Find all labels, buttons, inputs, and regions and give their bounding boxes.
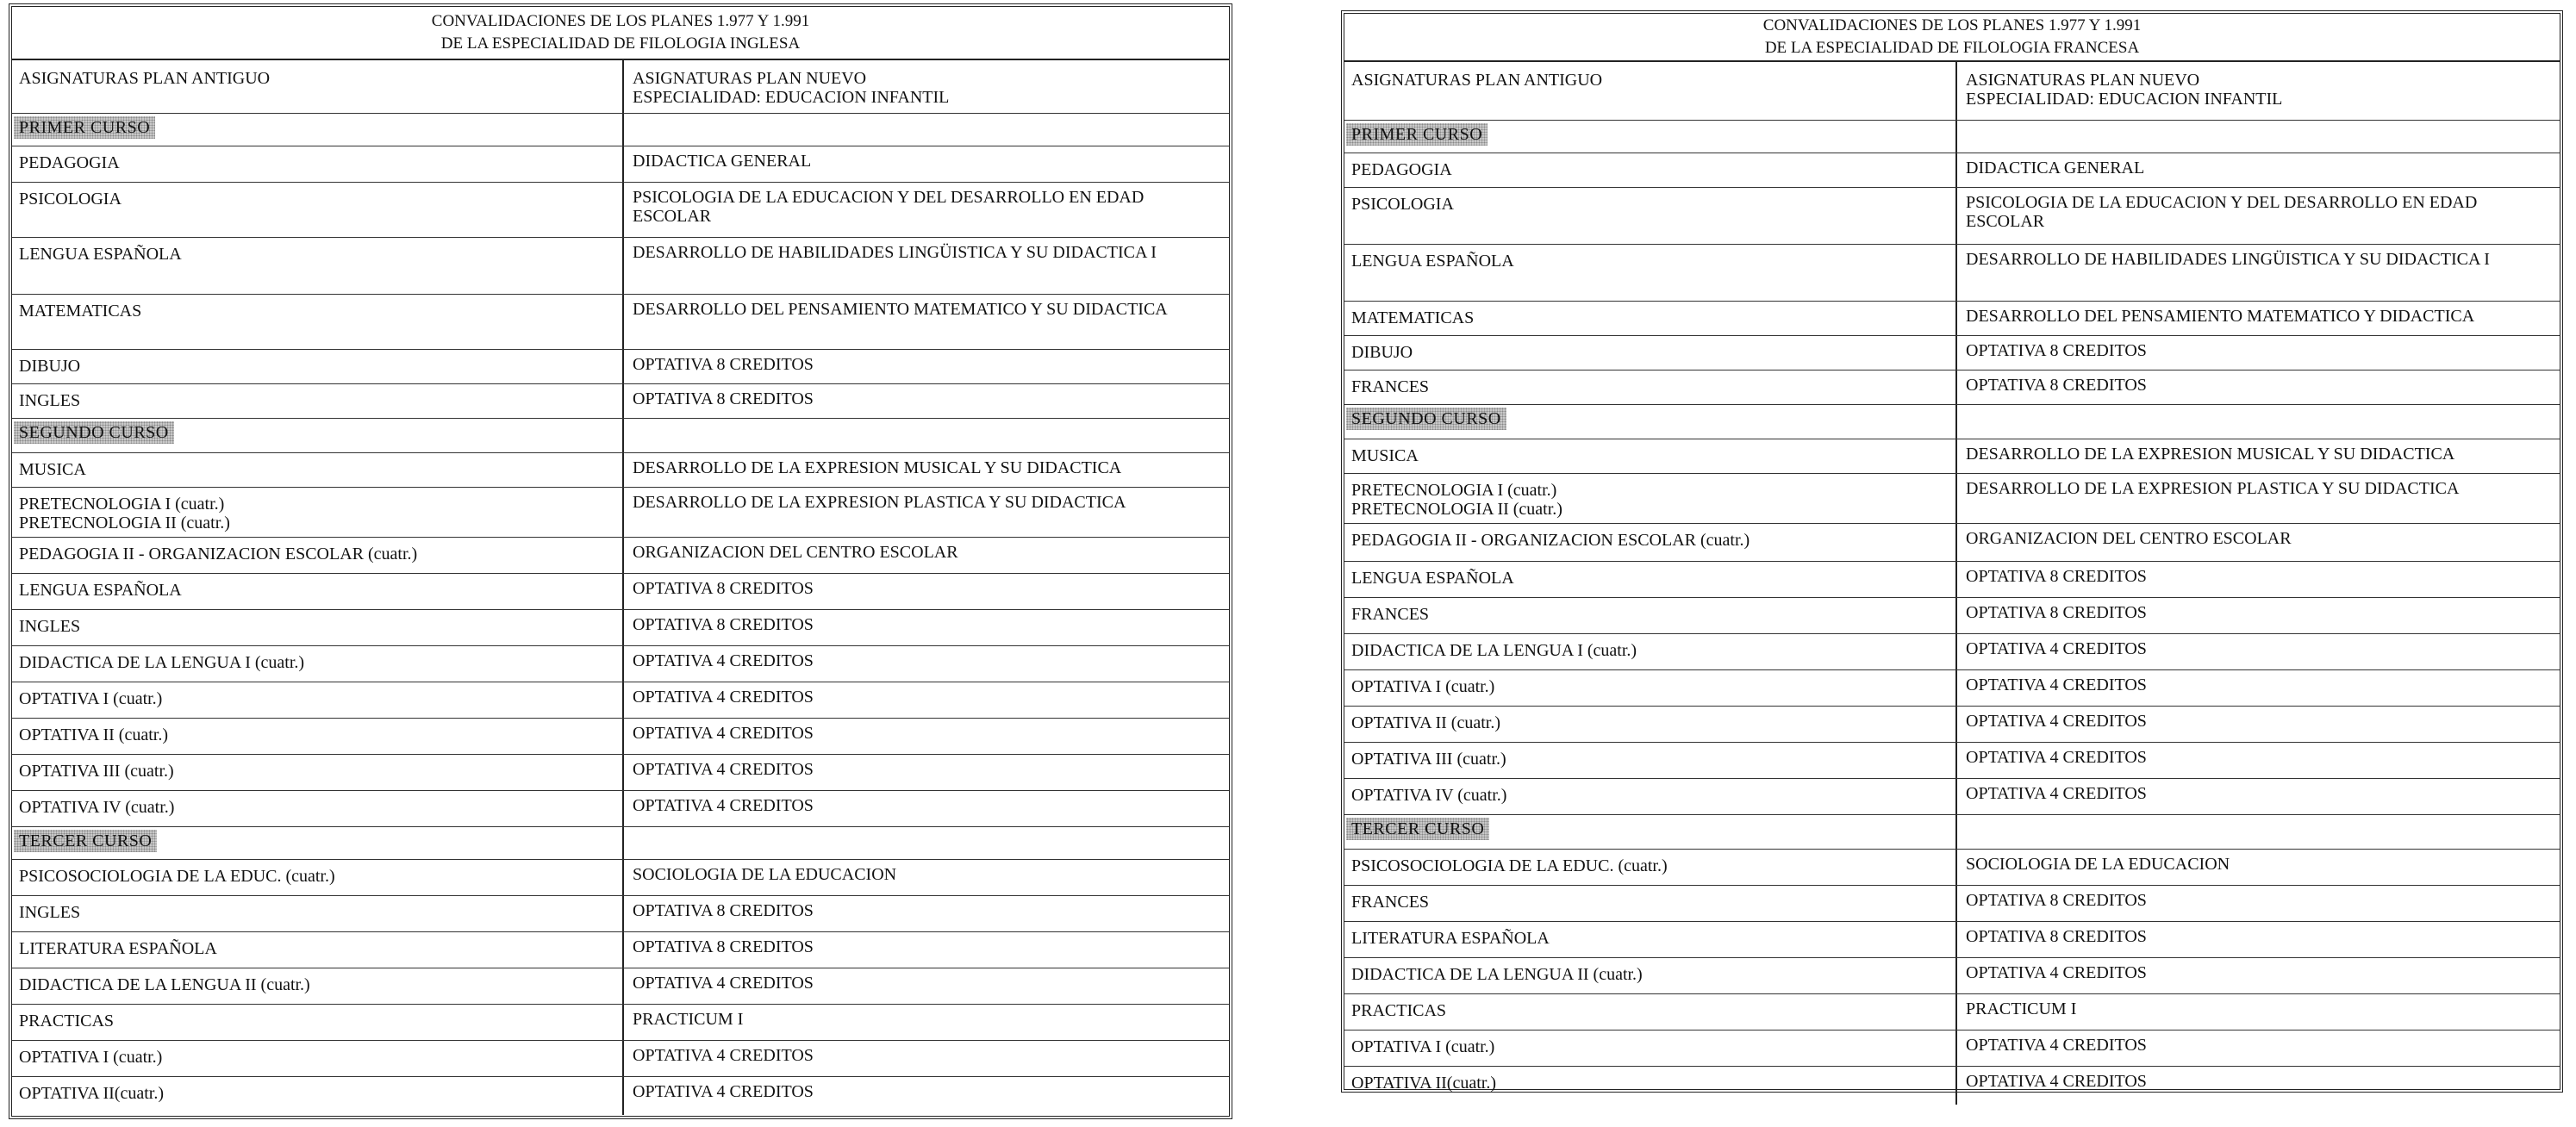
table-row	[12, 146, 1229, 183]
table-row	[1344, 336, 2560, 370]
table-caption	[1344, 14, 2560, 62]
column-header-row	[12, 60, 1229, 114]
old-subject-cell: OPTATIVA IV (cuatr.)	[12, 791, 624, 826]
new-subject-cell: OPTATIVA 4 CREDITOS	[633, 796, 814, 815]
old-subject-cell: INGLES	[12, 610, 624, 645]
table-row	[1344, 562, 2560, 598]
old-subject-cell: DIBUJO	[1344, 336, 1957, 370]
new-subject-cell	[1957, 405, 2560, 439]
new-subject-cell	[1957, 815, 2560, 849]
old-subject-cell	[1344, 815, 1957, 849]
table-row	[1344, 707, 2560, 743]
new-subject-cell: OPTATIVA 8 CREDITOS	[1966, 927, 2147, 946]
new-subject-cell: OPTATIVA 4 CREDITOS	[1966, 784, 2147, 803]
table-row	[1344, 188, 2560, 245]
new-subject-cell: DESARROLLO DE LA EXPRESION PLASTICA Y SU DIDACTICA	[1966, 479, 2460, 498]
old-subject-cell: INGLES	[12, 896, 624, 931]
section-title: SEGUNDO CURSO	[1346, 408, 1506, 430]
old-subject-cell: LENGUA ESPAÑOLA	[12, 238, 624, 294]
table-row	[12, 719, 1229, 755]
new-subject-cell: OPTATIVA 8 CREDITOS	[1966, 567, 2147, 586]
new-subject-cell: OPTATIVA 4 CREDITOS	[633, 1082, 814, 1101]
old-subject-cell: LITERATURA ESPAÑOLA	[12, 932, 624, 968]
old-subject-line-1: PRETECNOLOGIA I (cuatr.)	[1351, 481, 1557, 500]
new-subject-cell	[624, 114, 1229, 146]
section-row	[12, 827, 1229, 860]
section-row	[1344, 121, 2560, 153]
new-subject-cell: OPTATIVA 8 CREDITOS	[1966, 341, 2147, 360]
caption-line-1: CONVALIDACIONES DE LOS PLANES 1.977 Y 1.991	[1762, 16, 2142, 34]
table-row	[12, 682, 1229, 719]
old-subject-cell: OPTATIVA II(cuatr.)	[1344, 1067, 1957, 1105]
old-subject-cell: LENGUA ESPAÑOLA	[1344, 245, 1957, 301]
table-filologia-inglesa	[9, 3, 1232, 1119]
table-row	[1344, 922, 2560, 958]
section-title: TERCER CURSO	[14, 830, 157, 852]
new-subject-cell	[624, 827, 1229, 859]
column-header-old: ASIGNATURAS PLAN ANTIGUO	[1344, 62, 1957, 120]
table-row	[12, 384, 1229, 419]
old-subject-cell: FRANCES	[1344, 598, 1957, 633]
table-body	[12, 114, 1229, 1115]
table-row	[1344, 524, 2560, 562]
old-subject-cell: PRACTICAS	[12, 1005, 624, 1040]
new-subject-cell: ORGANIZACION DEL CENTRO ESCOLAR	[633, 543, 958, 562]
section-row	[12, 114, 1229, 146]
new-subject-cell: ORGANIZACION DEL CENTRO ESCOLAR	[1966, 529, 2292, 548]
column-header-new-line-2: ESPECIALIDAD: EDUCACION INFANTIL	[1966, 90, 2283, 109]
new-subject-cell: OPTATIVA 4 CREDITOS	[633, 724, 814, 743]
table-row	[1344, 1067, 2560, 1105]
table-row	[1344, 634, 2560, 670]
table-filologia-francesa	[1341, 10, 2563, 1093]
caption-line-2: DE LA ESPECIALIDAD DE FILOLOGIA INGLESA	[440, 34, 801, 53]
new-subject-cell: OPTATIVA 8 CREDITOS	[1966, 376, 2147, 395]
old-subject-cell: LENGUA ESPAÑOLA	[1344, 562, 1957, 597]
new-subject-cell: PRACTICUM I	[1966, 999, 2077, 1018]
new-subject-cell: OPTATIVA 4 CREDITOS	[1966, 712, 2147, 731]
column-header-new-line-1: ASIGNATURAS PLAN NUEVO	[633, 69, 867, 88]
old-subject-cell: LITERATURA ESPAÑOLA	[1344, 922, 1957, 957]
old-subject-cell: OPTATIVA I (cuatr.)	[12, 682, 624, 718]
old-subject-cell	[1344, 405, 1957, 439]
old-subject-cell	[12, 827, 624, 859]
new-subject-cell: OPTATIVA 8 CREDITOS	[633, 615, 814, 634]
old-subject-cell: PSICOSOCIOLOGIA DE LA EDUC. (cuatr.)	[1344, 850, 1957, 885]
column-header-old: ASIGNATURAS PLAN ANTIGUO	[12, 60, 624, 113]
table-row	[12, 860, 1229, 896]
old-subject-cell: PRACTICAS	[1344, 994, 1957, 1030]
table-row	[1344, 886, 2560, 922]
old-subject-cell	[1344, 121, 1957, 153]
table-row	[1344, 743, 2560, 779]
section-title: SEGUNDO CURSO	[14, 421, 174, 444]
new-subject-cell: OPTATIVA 8 CREDITOS	[1966, 603, 2147, 622]
table-row	[1344, 370, 2560, 405]
new-subject-cell	[1957, 121, 2560, 153]
new-subject-cell: DESARROLLO DE HABILIDADES LINGÜISTICA Y SU DIDACTICA I	[633, 243, 1157, 262]
new-subject-cell: DESARROLLO DEL PENSAMIENTO MATEMATICO Y DIDACTICA	[1966, 307, 2475, 326]
new-subject-cell: PRACTICUM I	[633, 1010, 744, 1029]
old-subject-cell	[1344, 474, 1957, 523]
old-subject-cell: OPTATIVA I (cuatr.)	[1344, 1030, 1957, 1066]
old-subject-cell	[12, 488, 624, 537]
section-row	[1344, 815, 2560, 850]
table-row	[1344, 958, 2560, 994]
old-subject-cell: OPTATIVA I (cuatr.)	[1344, 670, 1957, 706]
old-subject-cell: PEDAGOGIA	[1344, 153, 1957, 187]
table-row	[12, 932, 1229, 968]
new-subject-cell: DESARROLLO DE LA EXPRESION MUSICAL Y SU DIDACTICA	[633, 458, 1122, 477]
old-subject-line-2: PRETECNOLOGIA II (cuatr.)	[19, 514, 230, 532]
new-subject-cell: OPTATIVA 8 CREDITOS	[633, 579, 814, 598]
table-row	[1344, 1030, 2560, 1067]
table-row	[12, 453, 1229, 488]
new-subject-cell: DIDACTICA GENERAL	[633, 152, 812, 171]
new-subject-cell: DESARROLLO DE LA EXPRESION PLASTICA Y SU DIDACTICA	[633, 493, 1126, 512]
new-subject-cell	[624, 419, 1229, 452]
new-subject-cell: OPTATIVA 4 CREDITOS	[633, 1046, 814, 1065]
new-subject-cell: OPTATIVA 4 CREDITOS	[633, 760, 814, 779]
old-subject-cell: PSICOLOGIA	[1344, 188, 1957, 244]
table-row	[12, 538, 1229, 574]
column-header-new	[1957, 62, 2560, 120]
column-header-new	[624, 60, 1229, 113]
table-row	[12, 488, 1229, 538]
old-subject-cell: DIDACTICA DE LA LENGUA I (cuatr.)	[1344, 634, 1957, 669]
table-row	[12, 574, 1229, 610]
new-subject-cell: OPTATIVA 4 CREDITOS	[1966, 748, 2147, 767]
old-subject-cell: DIDACTICA DE LA LENGUA II (cuatr.)	[1344, 958, 1957, 993]
old-subject-cell: PEDAGOGIA II - ORGANIZACION ESCOLAR (cuatr.)	[12, 538, 624, 573]
new-subject-cell: PSICOLOGIA DE LA EDUCACION Y DEL DESARROLLO EN EDAD ESCOLAR	[633, 188, 1145, 226]
table-row	[1344, 779, 2560, 815]
old-subject-line-2: PRETECNOLOGIA II (cuatr.)	[1351, 500, 1562, 519]
table-row	[1344, 598, 2560, 634]
new-subject-cell: OPTATIVA 8 CREDITOS	[633, 901, 814, 920]
old-subject-cell: OPTATIVA IV (cuatr.)	[1344, 779, 1957, 814]
table-row	[12, 968, 1229, 1005]
old-subject-cell: PSICOLOGIA	[12, 183, 624, 237]
old-subject-cell: DIDACTICA DE LA LENGUA I (cuatr.)	[12, 646, 624, 682]
table-row	[12, 755, 1229, 791]
old-subject-cell: PEDAGOGIA II - ORGANIZACION ESCOLAR (cuatr.)	[1344, 524, 1957, 561]
old-subject-cell: OPTATIVA II (cuatr.)	[12, 719, 624, 754]
new-subject-cell: DESARROLLO DE LA EXPRESION MUSICAL Y SU DIDACTICA	[1966, 445, 2455, 464]
section-title: TERCER CURSO	[1346, 818, 1489, 840]
table-row	[1344, 670, 2560, 707]
column-header-row	[1344, 62, 2560, 121]
old-subject-cell: MUSICA	[12, 453, 624, 487]
old-subject-line-1: PRETECNOLOGIA I (cuatr.)	[19, 495, 225, 514]
new-subject-cell: OPTATIVA 4 CREDITOS	[1966, 1072, 2147, 1091]
old-subject-cell: MATEMATICAS	[1344, 302, 1957, 335]
section-title: PRIMER CURSO	[1346, 123, 1488, 146]
old-subject-cell: MUSICA	[1344, 439, 1957, 473]
old-subject-cell: LENGUA ESPAÑOLA	[12, 574, 624, 609]
new-subject-cell: OPTATIVA 4 CREDITOS	[633, 974, 814, 993]
new-subject-cell: SOCIOLOGIA DE LA EDUCACION	[1966, 855, 2230, 874]
table-row	[12, 646, 1229, 682]
new-subject-cell: OPTATIVA 4 CREDITOS	[633, 651, 814, 670]
column-header-new-line-1: ASIGNATURAS PLAN NUEVO	[1966, 71, 2200, 90]
old-subject-cell: MATEMATICAS	[12, 295, 624, 349]
new-subject-cell: DESARROLLO DEL PENSAMIENTO MATEMATICO Y SU DIDACTICA	[633, 300, 1168, 319]
section-title: PRIMER CURSO	[14, 116, 155, 139]
new-subject-cell: OPTATIVA 4 CREDITOS	[1966, 963, 2147, 982]
table-row	[1344, 153, 2560, 188]
old-subject-cell: FRANCES	[1344, 886, 1957, 921]
new-subject-cell: DESARROLLO DE HABILIDADES LINGÜISTICA Y SU DIDACTICA I	[1966, 250, 2490, 269]
table-row	[12, 350, 1229, 384]
old-subject-cell	[12, 419, 624, 452]
new-subject-cell: SOCIOLOGIA DE LA EDUCACION	[633, 865, 897, 884]
section-row	[1344, 405, 2560, 439]
table-row	[12, 791, 1229, 827]
old-subject-cell: OPTATIVA II (cuatr.)	[1344, 707, 1957, 742]
table-row	[12, 238, 1229, 295]
new-subject-cell: DIDACTICA GENERAL	[1966, 159, 2145, 177]
table-row	[12, 1041, 1229, 1077]
table-row	[12, 896, 1229, 932]
table-row	[12, 183, 1229, 238]
new-subject-cell: OPTATIVA 8 CREDITOS	[1966, 891, 2147, 910]
table-caption	[12, 7, 1229, 60]
old-subject-cell: PEDAGOGIA	[12, 146, 624, 182]
new-subject-cell: OPTATIVA 4 CREDITOS	[633, 688, 814, 707]
section-row	[12, 419, 1229, 453]
table-row	[12, 610, 1229, 646]
new-subject-cell: PSICOLOGIA DE LA EDUCACION Y DEL DESARROLLO EN EDAD ESCOLAR	[1966, 193, 2478, 231]
table-row	[12, 1077, 1229, 1115]
old-subject-cell: DIDACTICA DE LA LENGUA II (cuatr.)	[12, 968, 624, 1004]
caption-line-1: CONVALIDACIONES DE LOS PLANES 1.977 Y 1.991	[431, 12, 810, 30]
caption-line-2: DE LA ESPECIALIDAD DE FILOLOGIA FRANCESA	[1764, 39, 2140, 57]
column-header-new-line-2: ESPECIALIDAD: EDUCACION INFANTIL	[633, 88, 950, 107]
old-subject-cell: FRANCES	[1344, 370, 1957, 404]
new-subject-cell: OPTATIVA 4 CREDITOS	[1966, 676, 2147, 694]
old-subject-cell	[12, 114, 624, 146]
table-row	[1344, 439, 2560, 474]
table-row	[1344, 474, 2560, 524]
table-row	[12, 1005, 1229, 1041]
old-subject-cell: PSICOSOCIOLOGIA DE LA EDUC. (cuatr.)	[12, 860, 624, 895]
old-subject-cell: OPTATIVA II(cuatr.)	[12, 1077, 624, 1115]
table-row	[1344, 245, 2560, 302]
table-row	[12, 295, 1229, 350]
new-subject-cell: OPTATIVA 8 CREDITOS	[633, 355, 814, 374]
new-subject-cell: OPTATIVA 4 CREDITOS	[1966, 639, 2147, 658]
table-row	[1344, 302, 2560, 336]
new-subject-cell: OPTATIVA 4 CREDITOS	[1966, 1036, 2147, 1055]
old-subject-cell: OPTATIVA III (cuatr.)	[12, 755, 624, 790]
old-subject-cell: OPTATIVA III (cuatr.)	[1344, 743, 1957, 778]
table-row	[1344, 850, 2560, 886]
old-subject-cell: OPTATIVA I (cuatr.)	[12, 1041, 624, 1076]
old-subject-cell: DIBUJO	[12, 350, 624, 383]
new-subject-cell: OPTATIVA 8 CREDITOS	[633, 389, 814, 408]
table-row	[1344, 994, 2560, 1030]
table-body	[1344, 121, 2560, 1105]
new-subject-cell: OPTATIVA 8 CREDITOS	[633, 937, 814, 956]
old-subject-cell: INGLES	[12, 384, 624, 418]
